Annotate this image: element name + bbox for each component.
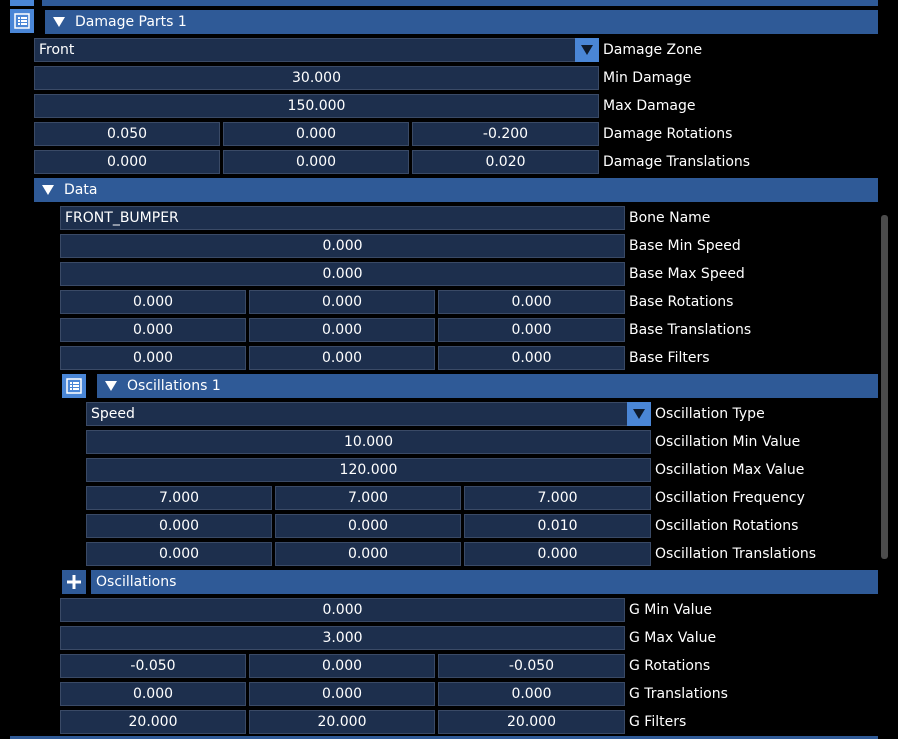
g-filter-x-input[interactable]: 20.000 xyxy=(60,710,246,734)
base-translation-y-input[interactable]: 0.000 xyxy=(249,318,435,342)
oscillation-frequency-x-input[interactable]: 7.000 xyxy=(86,486,272,510)
base-max-speed-label: Base Max Speed xyxy=(629,266,745,282)
oscillation-min-value-input[interactable]: 10.000 xyxy=(86,430,651,454)
oscillations-1-header[interactable] xyxy=(97,374,878,398)
collapsed-header-above-bar[interactable] xyxy=(42,0,878,6)
oscillation-type-label: Oscillation Type xyxy=(655,406,765,422)
oscillation-rotation-x-input[interactable]: 0.000 xyxy=(86,514,272,538)
collapse-arrow-icon xyxy=(42,185,54,195)
g-translations-label: G Translations xyxy=(629,686,728,702)
damage-rotation-y-input[interactable]: 0.000 xyxy=(223,122,409,146)
g-rotation-x-input[interactable]: -0.050 xyxy=(60,654,246,678)
oscillation-rotations-label: Oscillation Rotations xyxy=(655,518,799,534)
base-filter-y-input[interactable]: 0.000 xyxy=(249,346,435,370)
oscillation-max-value-input[interactable]: 120.000 xyxy=(86,458,651,482)
g-rotation-z-input[interactable]: -0.050 xyxy=(438,654,625,678)
damage-zone-dropdown-button[interactable] xyxy=(575,38,599,62)
data-title: Data xyxy=(64,182,98,198)
g-translation-x-input[interactable]: 0.000 xyxy=(60,682,246,706)
max-damage-input[interactable]: 150.000 xyxy=(34,94,599,118)
max-damage-label: Max Damage xyxy=(603,98,696,114)
g-translation-z-input[interactable]: 0.000 xyxy=(438,682,625,706)
oscillation-min-value-label: Oscillation Min Value xyxy=(655,434,801,450)
g-max-value-input[interactable]: 3.000 xyxy=(60,626,625,650)
oscillation-translation-z-input[interactable]: 0.000 xyxy=(464,542,651,566)
damage-translation-x-input[interactable]: 0.000 xyxy=(34,150,220,174)
oscillation-frequency-label: Oscillation Frequency xyxy=(655,490,805,506)
oscillations-title: Oscillations xyxy=(96,574,177,590)
collapsed-header-above[interactable] xyxy=(10,0,34,6)
g-filter-z-input[interactable]: 20.000 xyxy=(438,710,625,734)
g-translation-y-input[interactable]: 0.000 xyxy=(249,682,435,706)
add-oscillation-button[interactable] xyxy=(62,570,86,594)
scrollbar[interactable] xyxy=(881,215,888,559)
triangle-down-icon xyxy=(633,409,645,419)
min-damage-label: Min Damage xyxy=(603,70,692,86)
oscillation-rotation-z-input[interactable]: 0.010 xyxy=(464,514,651,538)
oscillations-header[interactable] xyxy=(91,570,878,594)
base-rotations-label: Base Rotations xyxy=(629,294,734,310)
list-icon xyxy=(14,13,30,29)
base-translation-x-input[interactable]: 0.000 xyxy=(60,318,246,342)
oscillation-type-dropdown-button[interactable] xyxy=(627,402,651,426)
damage-translations-label: Damage Translations xyxy=(603,154,751,170)
damage-translation-y-input[interactable]: 0.000 xyxy=(223,150,409,174)
damage-parts-header[interactable] xyxy=(45,10,878,34)
g-max-value-label: G Max Value xyxy=(629,630,717,646)
oscillation-frequency-z-input[interactable]: 7.000 xyxy=(464,486,651,510)
base-filters-label: Base Filters xyxy=(629,350,710,366)
g-min-value-label: G Min Value xyxy=(629,602,713,618)
oscillations-1-title: Oscillations 1 xyxy=(127,378,221,394)
oscillation-translations-label: Oscillation Translations xyxy=(655,546,817,562)
base-rotation-y-input[interactable]: 0.000 xyxy=(249,290,435,314)
collapse-arrow-icon xyxy=(105,381,117,391)
damage-rotation-z-input[interactable]: -0.200 xyxy=(412,122,599,146)
bone-name-label: Bone Name xyxy=(629,210,711,226)
damage-rotation-x-input[interactable]: 0.050 xyxy=(34,122,220,146)
base-max-speed-input[interactable]: 0.000 xyxy=(60,262,625,286)
base-translation-z-input[interactable]: 0.000 xyxy=(438,318,625,342)
g-filter-y-input[interactable]: 20.000 xyxy=(249,710,435,734)
list-icon xyxy=(66,378,82,394)
base-filter-z-input[interactable]: 0.000 xyxy=(438,346,625,370)
oscillation-type-value: Speed xyxy=(91,406,135,422)
damage-parts-list-button[interactable] xyxy=(10,9,34,33)
base-translations-label: Base Translations xyxy=(629,322,752,338)
damage-zone-value: Front xyxy=(39,42,75,58)
oscillation-frequency-y-input[interactable]: 7.000 xyxy=(275,486,461,510)
collapse-arrow-icon xyxy=(53,17,65,27)
damage-parts-title: Damage Parts 1 xyxy=(75,14,187,30)
g-filters-label: G Filters xyxy=(629,714,687,730)
oscillation-max-value-label: Oscillation Max Value xyxy=(655,462,805,478)
triangle-down-icon xyxy=(581,45,593,55)
oscillation-type-select[interactable] xyxy=(86,402,651,426)
min-damage-input[interactable]: 30.000 xyxy=(34,66,599,90)
data-header[interactable] xyxy=(34,178,878,202)
base-rotation-x-input[interactable]: 0.000 xyxy=(60,290,246,314)
bone-name-input[interactable]: FRONT_BUMPER xyxy=(60,206,625,230)
oscillations-list-button[interactable] xyxy=(62,374,86,398)
oscillation-translation-x-input[interactable]: 0.000 xyxy=(86,542,272,566)
base-min-speed-input[interactable]: 0.000 xyxy=(60,234,625,258)
g-rotations-label: G Rotations xyxy=(629,658,711,674)
damage-zone-label: Damage Zone xyxy=(603,42,703,58)
plus-icon xyxy=(66,574,82,590)
g-rotation-y-input[interactable]: 0.000 xyxy=(249,654,435,678)
base-rotation-z-input[interactable]: 0.000 xyxy=(438,290,625,314)
oscillation-rotation-y-input[interactable]: 0.000 xyxy=(275,514,461,538)
damage-translation-z-input[interactable]: 0.020 xyxy=(412,150,599,174)
oscillation-translation-y-input[interactable]: 0.000 xyxy=(275,542,461,566)
g-min-value-input[interactable]: 0.000 xyxy=(60,598,625,622)
base-filter-x-input[interactable]: 0.000 xyxy=(60,346,246,370)
base-min-speed-label: Base Min Speed xyxy=(629,238,741,254)
damage-zone-select[interactable] xyxy=(34,38,599,62)
damage-rotations-label: Damage Rotations xyxy=(603,126,733,142)
